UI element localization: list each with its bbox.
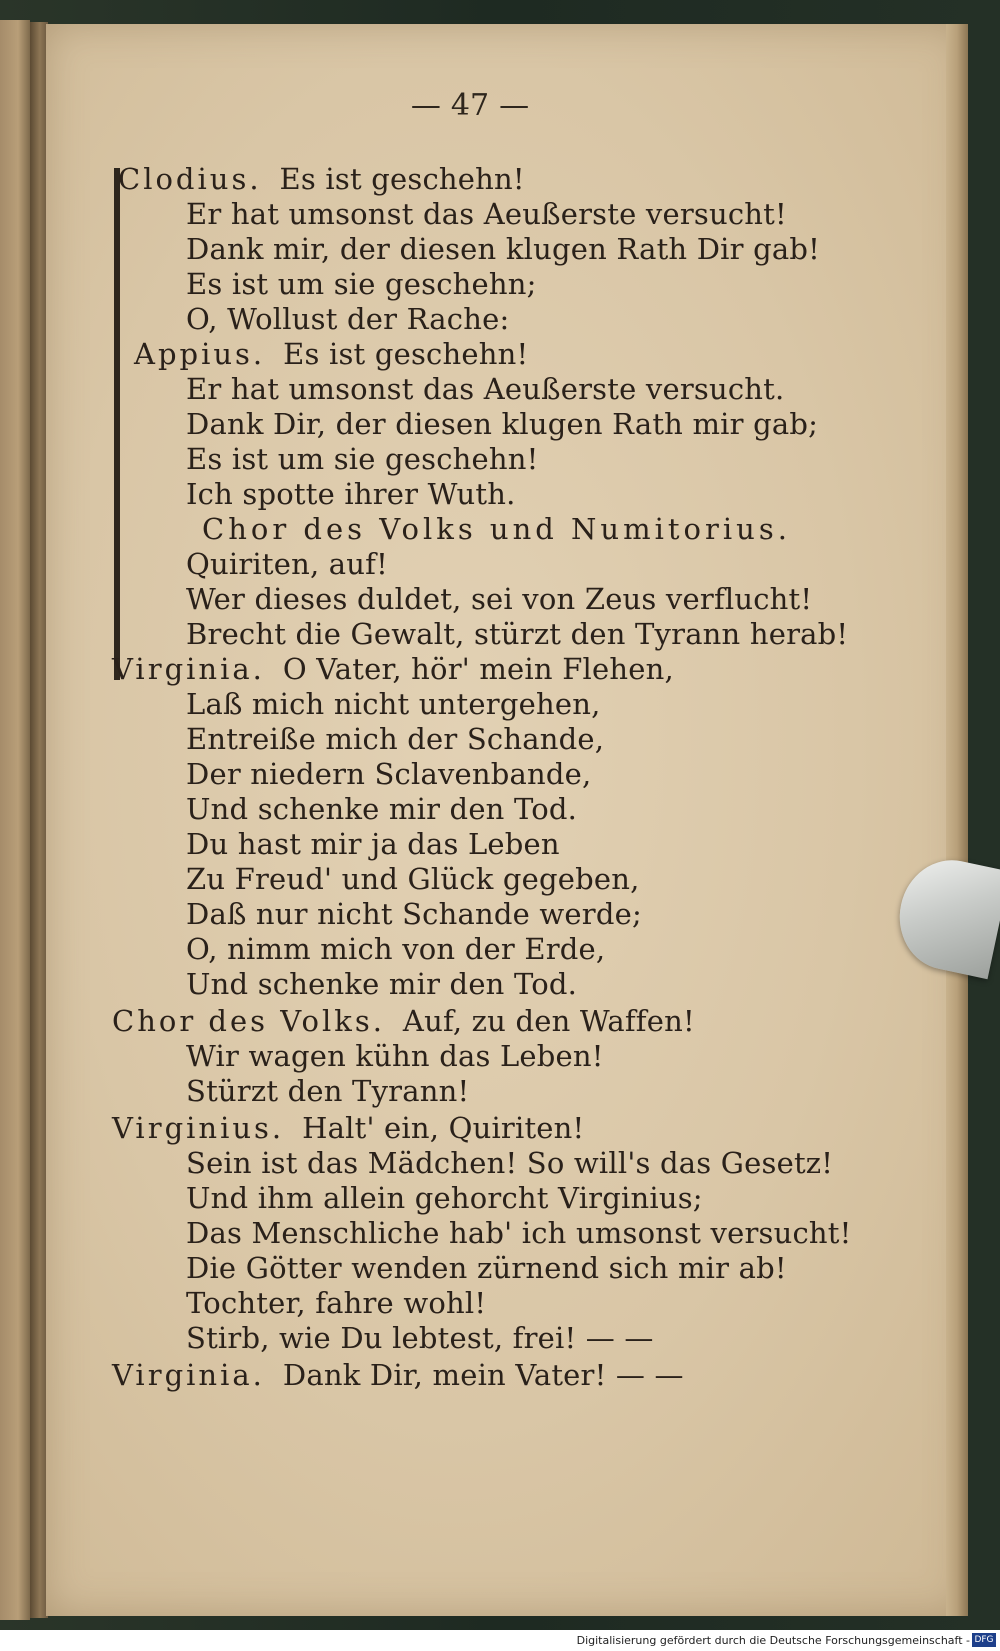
- ensemble-bracket: [114, 168, 136, 680]
- text-line: [186, 442, 539, 476]
- text-line: [186, 582, 812, 616]
- page-number-dash-right: —: [499, 88, 530, 123]
- verse-text: O, Wollust der Rache:: [186, 302, 510, 336]
- text-line: [186, 547, 388, 581]
- verse-text: Es ist um sie geschehn;: [186, 267, 537, 301]
- text-line: [186, 197, 787, 231]
- verse-text: Stürzt den Tyrann!: [186, 1074, 470, 1108]
- text-line: [186, 1321, 654, 1355]
- text-line: [186, 372, 784, 406]
- text-line: [186, 897, 642, 931]
- speaker-name: Virginia.: [112, 1358, 265, 1392]
- text-line: [186, 407, 818, 441]
- speaker-name: Virginius.: [112, 1111, 285, 1145]
- verse-text: Und ihm allein gehorcht Virginius;: [186, 1181, 703, 1215]
- speaker-name: Chor des Volks und Numitorius.: [202, 512, 791, 546]
- text-line: [186, 932, 605, 966]
- speaker-name: Virginia.: [112, 652, 265, 686]
- text-line: [112, 652, 674, 686]
- page-number-value: 47: [450, 88, 490, 123]
- dfg-logo: DFG: [972, 1633, 996, 1647]
- text-line: [186, 302, 509, 336]
- verse-text: Wir wagen kühn das Leben!: [186, 1039, 604, 1073]
- verse-text: O Vater, hör' mein Flehen,: [282, 652, 674, 686]
- text-line: [186, 862, 640, 896]
- verse-text: Er hat umsonst das Aeußerste versucht!: [186, 197, 787, 231]
- verse-text: Dank Dir, der diesen klugen Rath mir gab;: [186, 407, 819, 441]
- text-line: [112, 1358, 684, 1392]
- speaker-name: Clodius.: [118, 162, 262, 196]
- text-line: [186, 967, 577, 1001]
- verse-text: Er hat umsonst das Aeußerste versucht.: [186, 372, 785, 406]
- verse-text: Quiriten, auf!: [186, 547, 388, 581]
- page-number: [370, 88, 570, 123]
- verse-text: Es ist geschehn!: [283, 337, 529, 371]
- text-line: [118, 162, 525, 196]
- text-line: [112, 1111, 584, 1145]
- text-line: [202, 512, 791, 546]
- verse-text: Dank Dir, mein Vater! — —: [282, 1358, 684, 1392]
- text-line: [186, 687, 601, 721]
- right-page-edge: [946, 24, 968, 1616]
- footer-credit: Digitalisierung gefördert durch die Deutsche Forschungsgemeinschaft -: [576, 1634, 970, 1647]
- verse-text: Dank mir, der diesen klugen Rath Dir gab!: [186, 232, 821, 266]
- text-line: [186, 1251, 787, 1285]
- verse-text: O, nimm mich von der Erde,: [186, 932, 606, 966]
- verse-text: Brecht die Gewalt, stürzt den Tyrann herab!: [186, 617, 849, 651]
- verse-text: Die Götter wenden zürnend sich mir ab!: [186, 1251, 787, 1285]
- text-line: [186, 267, 537, 301]
- text-line: [186, 1286, 486, 1320]
- text-line: [186, 827, 560, 861]
- text-line: [186, 477, 516, 511]
- verse-text: Laß mich nicht untergehen,: [186, 687, 601, 721]
- text-line: [186, 1216, 852, 1250]
- verse-text: Entreiße mich der Schande,: [186, 722, 605, 756]
- text-line: [186, 757, 591, 791]
- text-line: [186, 1074, 469, 1108]
- text-line: [112, 1004, 695, 1038]
- verse-text: Daß nur nicht Schande werde;: [186, 897, 642, 931]
- page-number-dash-left: —: [410, 88, 441, 123]
- text-line: [186, 617, 848, 651]
- text-line: [186, 1181, 703, 1215]
- verse-text: Und schenke mir den Tod.: [186, 967, 578, 1001]
- verse-text: Stirb, wie Du lebtest, frei! — —: [186, 1321, 654, 1355]
- verse-text: Ich spotte ihrer Wuth.: [186, 477, 516, 511]
- verse-text: Wer dieses duldet, sei von Zeus verflucht!: [186, 582, 813, 616]
- verse-text: Der niedern Sclavenbande,: [186, 757, 592, 791]
- verse-text: Du hast mir ja das Leben: [186, 827, 560, 861]
- verse-text: Und schenke mir den Tod.: [186, 792, 578, 826]
- text-line: [134, 337, 528, 371]
- speaker-name: Chor des Volks.: [112, 1004, 385, 1038]
- text-line: [186, 232, 820, 266]
- verse-text: Das Menschliche hab' ich umsonst versucht!: [186, 1216, 852, 1250]
- text-line: [186, 1039, 604, 1073]
- text-line: [186, 792, 577, 826]
- speaker-name: Appius.: [134, 337, 266, 371]
- text-line: [186, 722, 604, 756]
- text-line: [186, 1146, 833, 1180]
- verse-text: Es ist geschehn!: [279, 162, 525, 196]
- verse-text: Zu Freud' und Glück gegeben,: [186, 862, 640, 896]
- verse-text: Sein ist das Mädchen! So will's das Gesetz!: [186, 1146, 834, 1180]
- verse-text: Halt' ein, Quiriten!: [302, 1111, 585, 1145]
- verse-text: Tochter, fahre wohl!: [186, 1286, 487, 1320]
- left-page-edge: [0, 20, 30, 1620]
- verse-text: Es ist um sie geschehn!: [186, 442, 539, 476]
- verse-text: Auf, zu den Waffen!: [402, 1004, 695, 1038]
